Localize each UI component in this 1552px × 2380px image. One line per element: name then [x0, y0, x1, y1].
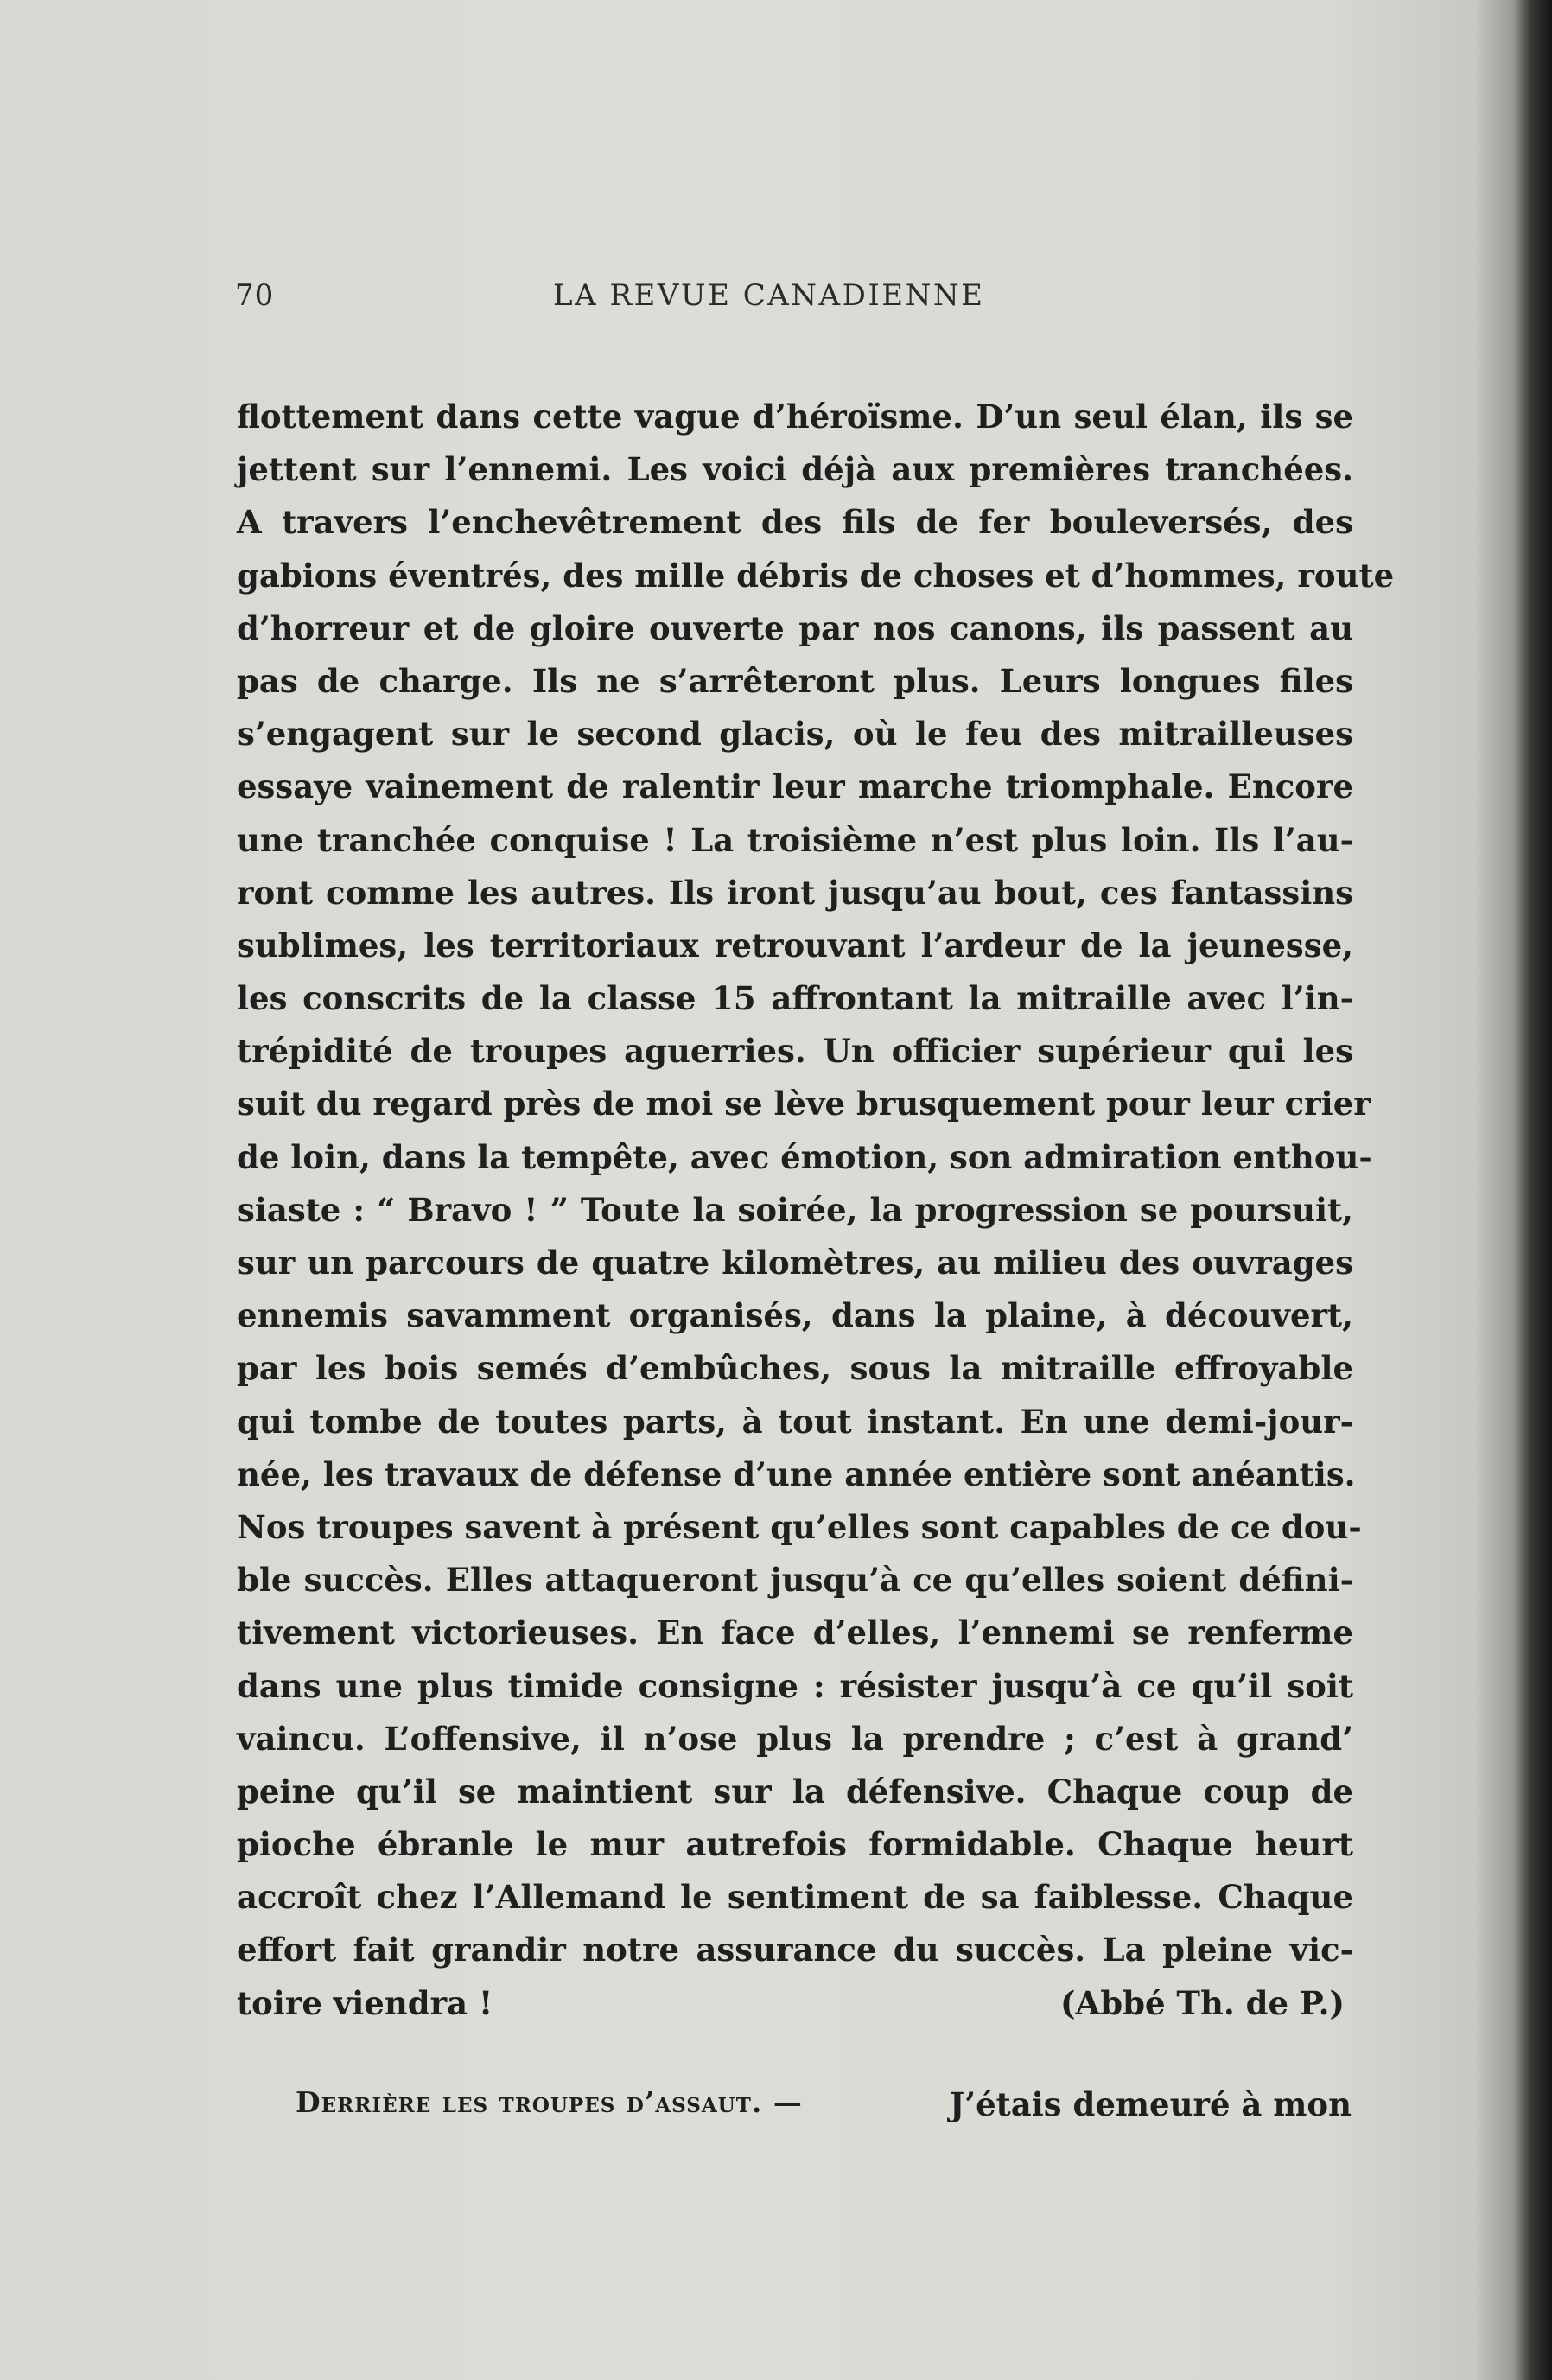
text-line: flottement dans cette vague d’héroïsme. D’un seul élan, ils se: [237, 398, 1353, 436]
text-line: jettent sur l’ennemi. Les voici déjà aux premières tranchées.: [237, 450, 1353, 489]
text-line: gabions éventrés, des mille débris de choses et d’hommes, route: [237, 556, 1395, 595]
text-line: suit du regard près de moi se lève brusquement pour leur crier: [237, 1085, 1371, 1123]
text-line: d’horreur et de gloire ouverte par nos canons, ils passent au: [237, 608, 1353, 647]
text-line: une tranchée conquise ! La troisième n’est plus loin. Ils l’au-: [237, 820, 1353, 859]
text-line: sublimes, les territoriaux retrouvant l’ardeur de la jeunesse,: [237, 926, 1353, 964]
text-line: vaincu. L’offensive, il n’ose plus la prendre ; c’est à grand’: [237, 1719, 1353, 1758]
text-line: essaye vainement de ralentir leur marche triomphale. Encore: [237, 767, 1353, 806]
text-line: par les bois semés d’embûches, sous la mitraille effroyable: [237, 1349, 1353, 1388]
text-line: s’engagent sur le second glacis, où le feu des mitrailleuses: [237, 715, 1353, 754]
text-line: tivement victorieuses. En face d’elles, l’ennemi se renferme: [237, 1613, 1353, 1652]
journal-title: LA REVUE CANADIENNE: [553, 278, 985, 313]
page-number: 70: [235, 278, 275, 313]
final-line: [237, 1977, 1353, 2030]
closing-text: toire viendra !: [237, 1983, 493, 2022]
text-line: ennemis savamment organisés, dans la plaine, à découvert,: [237, 1296, 1353, 1335]
text-line: siaste : “ Bravo ! ” Toute la soirée, la progression se poursuit,: [237, 1190, 1353, 1229]
text-line: ront comme les autres. Ils iront jusqu’au bout, ces fantassins: [237, 873, 1353, 912]
text-line: sur un parcours de quatre kilomètres, au milieu des ouvrages: [237, 1244, 1353, 1282]
text-line: ble succès. Elles attaqueront jusqu’à ce qu’elles soient défini-: [237, 1561, 1353, 1600]
text-line: dans une plus timide consigne : résister jusqu’à ce qu’il soit: [237, 1666, 1353, 1705]
section-heading: Derrière les troupes d’assaut. —: [296, 2085, 803, 2119]
text-line: pioche ébranle le mur autrefois formidable. Chaque heurt: [237, 1825, 1353, 1864]
text-line: les conscrits de la classe 15 affrontant la mitraille avec l’in-: [237, 979, 1353, 1018]
text-line: trépidité de troupes aguerries. Un officier supérieur qui les: [237, 1032, 1353, 1071]
running-head: [235, 278, 1047, 323]
author-signature: (Abbé Th. de P.): [1060, 1983, 1345, 2022]
text-line: effort fait grandir notre assurance du succès. La pleine vic-: [237, 1931, 1353, 1970]
text-line: peine qu’il se maintient sur la défensive. Chaque coup de: [237, 1772, 1353, 1810]
text-line: née, les travaux de défense d’une année entière sont anéantis.: [237, 1454, 1356, 1493]
next-section-opening: [296, 2085, 1352, 2123]
text-line: de loin, dans la tempête, avec émotion, son admiration enthou-: [237, 1137, 1372, 1176]
text-line: qui tombe de toutes parts, à tout instant. En une demi-jour-: [237, 1402, 1353, 1441]
text-line: accroît chez l’Allemand le sentiment de sa faiblesse. Chaque: [237, 1878, 1353, 1917]
text-line: pas de charge. Ils ne s’arrêteront plus. Leurs longues files: [237, 661, 1353, 700]
body-paragraph: [237, 391, 1395, 2030]
text-line: A travers l’enchevêtrement des fils de fer bouleversés, des: [237, 503, 1353, 542]
text-line: Nos troupes savent à présent qu’elles sont capables de ce dou-: [237, 1507, 1362, 1546]
section-text: J’étais demeuré à mon: [949, 2085, 1352, 2123]
